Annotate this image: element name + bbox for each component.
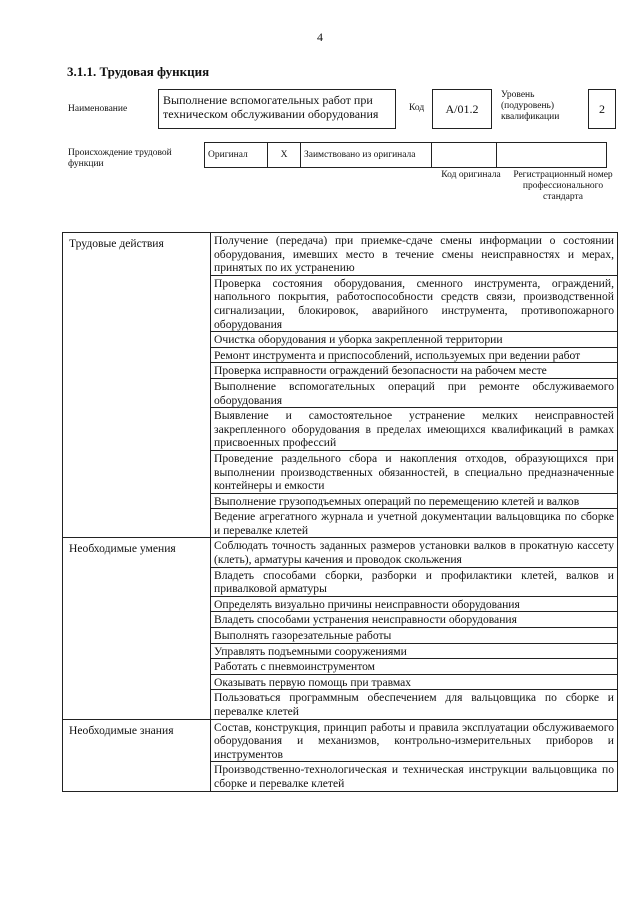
skill-item: Управлять подъемными сооружениями [211, 643, 618, 659]
action-item: Проведение раздельного сбора и накопления отходов, образующихся при выполнении производственных обязанностей, в специально предназначенные контейнеры и емкости [211, 450, 618, 493]
action-item: Очистка оборудования и уборка закрепленной территории [211, 332, 618, 348]
function-code-box: A/01.2 [432, 89, 492, 129]
origin-code-caption: Код оригинала [441, 170, 501, 180]
table-row [63, 538, 618, 567]
reg-number-caption: Регистрационный номер профессионального стандарта [513, 170, 613, 202]
function-table [62, 232, 618, 792]
action-item: Выполнение вспомогательных операций при ремонте обслуживаемого оборудования [211, 378, 618, 407]
skill-item: Работать с пневмоинструментом [211, 659, 618, 675]
table-row [63, 233, 618, 276]
skill-item: Выполнять газорезательные работы [211, 628, 618, 644]
origin-code-cell [432, 143, 497, 168]
function-name-box: Выполнение вспомогательных работ при техническом обслуживании оборудования [158, 89, 396, 129]
action-item: Проверка исправности ограждений безопасности на рабочем месте [211, 363, 618, 379]
name-label: Наименование [68, 104, 128, 114]
original-mark: X [268, 143, 301, 168]
section-title: 3.1.1. Трудовая функция [67, 64, 210, 79]
knowledge-item: Производственно-технологическая и техническая инструкции вальцовщика по сборке и перевалке клетей [211, 762, 618, 791]
qualification-level-box: 2 [588, 89, 616, 129]
table-row [63, 719, 618, 762]
action-item: Ведение агрегатного журнала и учетной документации вальцовщика по сборке и перевалке клетей [211, 509, 618, 538]
level-label: Уровень (подуровень) квалификации [501, 90, 560, 122]
knowledge-label: Необходимые знания [63, 719, 211, 791]
origin-reg-cell [497, 143, 607, 168]
skills-label: Необходимые умения [63, 538, 211, 719]
action-item: Ремонт инструмента и приспособлений, используемых при ведении работ [211, 347, 618, 363]
skill-item: Оказывать первую помощь при травмах [211, 674, 618, 690]
origin-label: Происхождение трудовой функции [68, 148, 172, 169]
action-item: Выполнение грузоподъемных операций по перемещению клетей и валков [211, 493, 618, 509]
skill-item: Владеть способами сборки, разборки и профилактики клетей, валков и привалковой арматуры [211, 567, 618, 596]
skill-item: Определять визуально причины неисправности оборудования [211, 596, 618, 612]
action-item: Выявление и самостоятельное устранение мелких неисправностей закрепленного оборудования в пределах имеющихся квалификаций в рамках присвоенных профессий [211, 408, 618, 451]
action-item: Проверка состояния оборудования, сменного инструмента, ограждений, напольного покрытия, работоспособности средств связи, производственной сигнализации, блокировок, аварийного инструмента, противопожарного оборудования [211, 275, 618, 331]
skill-item: Пользоваться программным обеспечением для вальцовщика по сборке и перевалке клетей [211, 690, 618, 719]
page-number: 4 [317, 30, 323, 44]
borrowed-label: Заимствовано из оригинала [301, 143, 432, 168]
knowledge-item: Состав, конструкция, принцип работы и правила эксплуатации обслуживаемого оборудования и механизмов, контрольно-измерительных приборов и инструментов [211, 719, 618, 762]
skill-item: Соблюдать точность заданных размеров установки валков в прокатную кассету (клеть), арматуры качения и проводок скольжения [211, 538, 618, 567]
original-label: Оригинал [205, 143, 268, 168]
skill-item: Владеть способами устранения неисправности оборудования [211, 612, 618, 628]
action-item: Получение (передача) при приемке-сдаче смены информации о состоянии оборудования, имевших место в течение смены неисправностях и мерах, принятых по их устранению [211, 233, 618, 276]
code-label: Код [409, 103, 425, 113]
actions-label: Трудовые действия [63, 233, 211, 538]
origin-table [204, 142, 607, 168]
